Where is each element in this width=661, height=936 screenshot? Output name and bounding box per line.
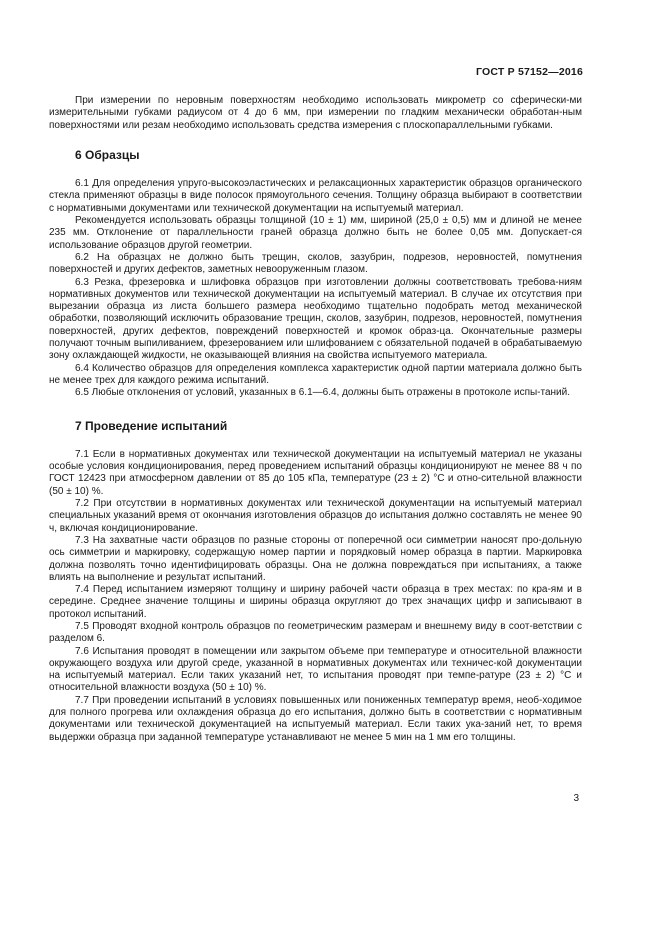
- paragraph-7-4: 7.4 Перед испытанием измеряют толщину и ширину рабочей части образца в трех местах: по кра-ям и в середине. Среднее значение толщины и ширины образца округляют до трех значащих цифр и записывают в протокол испытаний.: [49, 584, 582, 620]
- paragraph-7-3: 7.3 На захватные части образцов по разные стороны от поперечной оси симметрии наносят про-дольную ось симметрии и маркировку, содержащую номер партии и порядковый номер образца в партии. Маркировка должна позволять точно идентифицировать образцы. Она не должна повреждаться при испытаниях, а также влиять на выполнение и результат испытаний.: [49, 534, 582, 583]
- page-number: 3: [573, 793, 579, 804]
- paragraph-7-6: 7.6 Испытания проводят в помещении или закрытом объеме при температуре и относительной влажности окружающего воздуха или другой среде, указанной в нормативных документах или техничес-кой документации на испытуемый материал. Если таких указаний нет, то испытания проводят при темпе-ратуре (23 ± 2) °С и относительной влажности воздуха (50 ± 10) %.: [49, 645, 582, 694]
- section-6-heading: 6 Образцы: [75, 147, 140, 162]
- document-body: [49, 95, 582, 744]
- paragraph-6-1-recommendation: Рекомендуется использовать образцы толщиной (10 ± 1) мм, шириной (25,0 ± 0,5) мм и длиной не менее 235 мм. Отклонение от параллельности граней образца должно быть не более 0,05 мм. Допускает-ся использование образцов другой геометрии.: [49, 215, 582, 251]
- standard-header: ГОСТ Р 57152—2016: [475, 66, 583, 78]
- intro-paragraph: При измерении по неровным поверхностям необходимо использовать микрометр со сферически-ми измерительными губками радиусом от 4 до 6 мм, при измерении по гладким механически обработан-ным поверхностями или резам необходимо использовать средства измерения с плоскопараллельными губками.: [49, 95, 582, 131]
- paragraph-7-7: 7.7 При проведении испытаний в условиях повышенных или пониженных температур время, необ-ходимое для полного прогрева или охлаждения образца до его испытания, должно быть в соответствии с нормативным документами или технической документацией на испытуемый материал. Если таких ука-заний нет, то время выдержки образца при заданной температуре устанавливают не менее 5 мин на 1 мм его толщины.: [49, 694, 582, 743]
- paragraph-6-2: 6.2 На образцах не должно быть трещин, сколов, зазубрин, подрезов, неровностей, помутнения поверхностей и других дефектов, заметных невооруженным глазом.: [49, 251, 582, 276]
- paragraph-7-5: 7.5 Проводят входной контроль образцов по геометрическим размерам и внешнему виду в соот-ветствии с разделом 6.: [49, 620, 582, 645]
- paragraph-6-5: 6.5 Любые отклонения от условий, указанных в 6.1—6.4, должны быть отражены в протоколе испы-таний.: [75, 387, 571, 399]
- paragraph-6-3: 6.3 Резка, фрезеровка и шлифовка образцов при изготовлении должны соответствовать требова-ниям нормативных документов или технической документации на испытуемый материал. В случае их отсутствия при вырезании образца из листа большего размера необходимо тщательно подобрать метод механической обработки, позволяющий исключить образование трещин, сколов, зазубрин, подрезов, неровностей, помутнения поверхностей, других дефектов, повреждений поверхностей и кромок образ-ца. Окончательные размеры получают точным выпиливанием, фрезерованием или шлифованием с обязательной подачей в обрабатываемую зону охлаждающей жидкости, не оказывающей влияния на свойства испытуемого материала.: [49, 276, 582, 362]
- paragraph-6-4: 6.4 Количество образцов для определения комплекса характеристик одной партии материала должно быть не менее трех для каждого режима испытаний.: [49, 362, 582, 386]
- paragraph-7-2: 7.2 При отсутствии в нормативных документах или технической документации на испытуемый материал специальных указаний время от окончания изготовления образцов до испытания должно составлять не менее 90 ч, включая кондиционирование.: [49, 498, 582, 534]
- paragraph-7-1: 7.1 Если в нормативных документах или технической документации на испытуемый материал не указаны особые условия кондиционирования, перед проведением испытаний образцы кондиционируют не менее 88 ч по ГОСТ 12423 при атмосферном давлении от 85 до 105 кПа, температуре (23 ± 2) °С и отно-сительной влажности (50 ± 10) %.: [49, 448, 582, 497]
- section-7-heading: 7 Проведение испытаний: [75, 418, 228, 433]
- paragraph-6-1: 6.1 Для определения упруго-высокоэластических и релаксационных характеристик образцов органического стекла применяют образцы в виде полосок прямоугольного сечения. Толщину образца выбирают в соответствии с нормативными документами или технической документации на испытуемый материал.: [49, 178, 582, 214]
